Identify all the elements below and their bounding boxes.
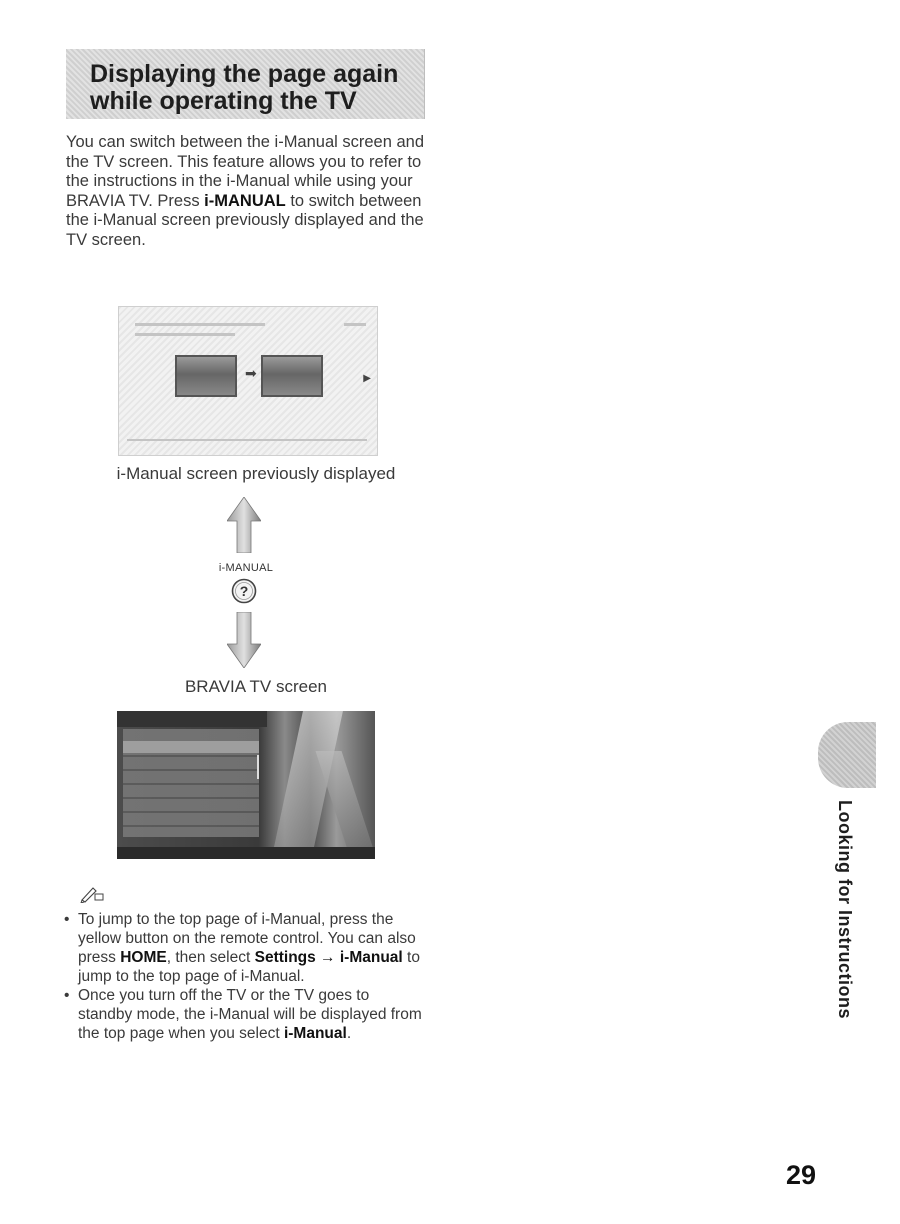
note-bold: i-Manual [283,1025,347,1042]
note-text: Once you turn off the TV or the TV goes to standby mode, the i-Manual will be displayed from the top page when you select [78,987,422,1042]
page-number: 29 [786,1160,817,1190]
notes-list [64,910,424,1043]
note-text: , then select [166,949,255,966]
screen-footer-bar [127,439,367,441]
background-leaf [316,751,375,859]
note-text: . [346,1025,352,1042]
heading-line-1: Displaying the page again [90,60,399,88]
help-button-icon [231,578,257,604]
bravia-tv-screen-image [117,711,375,859]
note-item [64,986,424,1043]
note-item [64,910,424,986]
help-button-symbol: ? [239,583,249,599]
next-page-icon: ▶ [363,373,371,384]
heading-line-2: while operating the TV [90,87,357,115]
note-bold: Settings → i-Manual [254,949,403,966]
tv-thumbnail-left [175,355,237,397]
note-pencil-icon [80,885,104,903]
intro-bold-button: i-MANUAL [204,191,286,210]
intro-text-2: to switch between the i-Manual screen previously displayed and the TV screen. [66,191,424,249]
screen-arrow-icon: ➡ [245,365,257,381]
note-text: To jump to the top page of i-Manual, press the yellow button on the remote control. You can also press [78,911,416,966]
intro-text-1: You can switch between the i-Manual screen and the TV screen. This feature allows you to refer to the instructions in the i-Manual while using your BRAVIA TV. Press [66,133,425,210]
menu-footer-bar [117,847,375,859]
screen-corner-bar [344,323,366,326]
arrow-down-icon [227,612,261,668]
arrow-up-icon [227,497,261,553]
section-heading-box [66,49,425,119]
screen-title-bar [135,323,265,326]
caption-i-manual-screen: i-Manual screen previously displayed [116,464,396,483]
section-heading [90,61,398,115]
menu-highlight-row [123,741,259,753]
tv-thumbnail-right [261,355,323,397]
i-manual-screen-image [118,306,378,456]
menu-scrollbar [257,755,259,779]
caption-bravia-screen: BRAVIA TV screen [184,677,328,696]
note-text: to jump to the top page of i-Manual. [78,949,420,985]
intro-paragraph [66,133,426,250]
menu-title-bar [117,711,267,727]
section-side-label: Looking for Instructions [835,800,855,1019]
screen-subtitle-bar [135,333,235,336]
note-bold: HOME [120,949,167,966]
section-side-tab [818,722,876,788]
i-manual-button-label: i-MANUAL [218,562,274,574]
